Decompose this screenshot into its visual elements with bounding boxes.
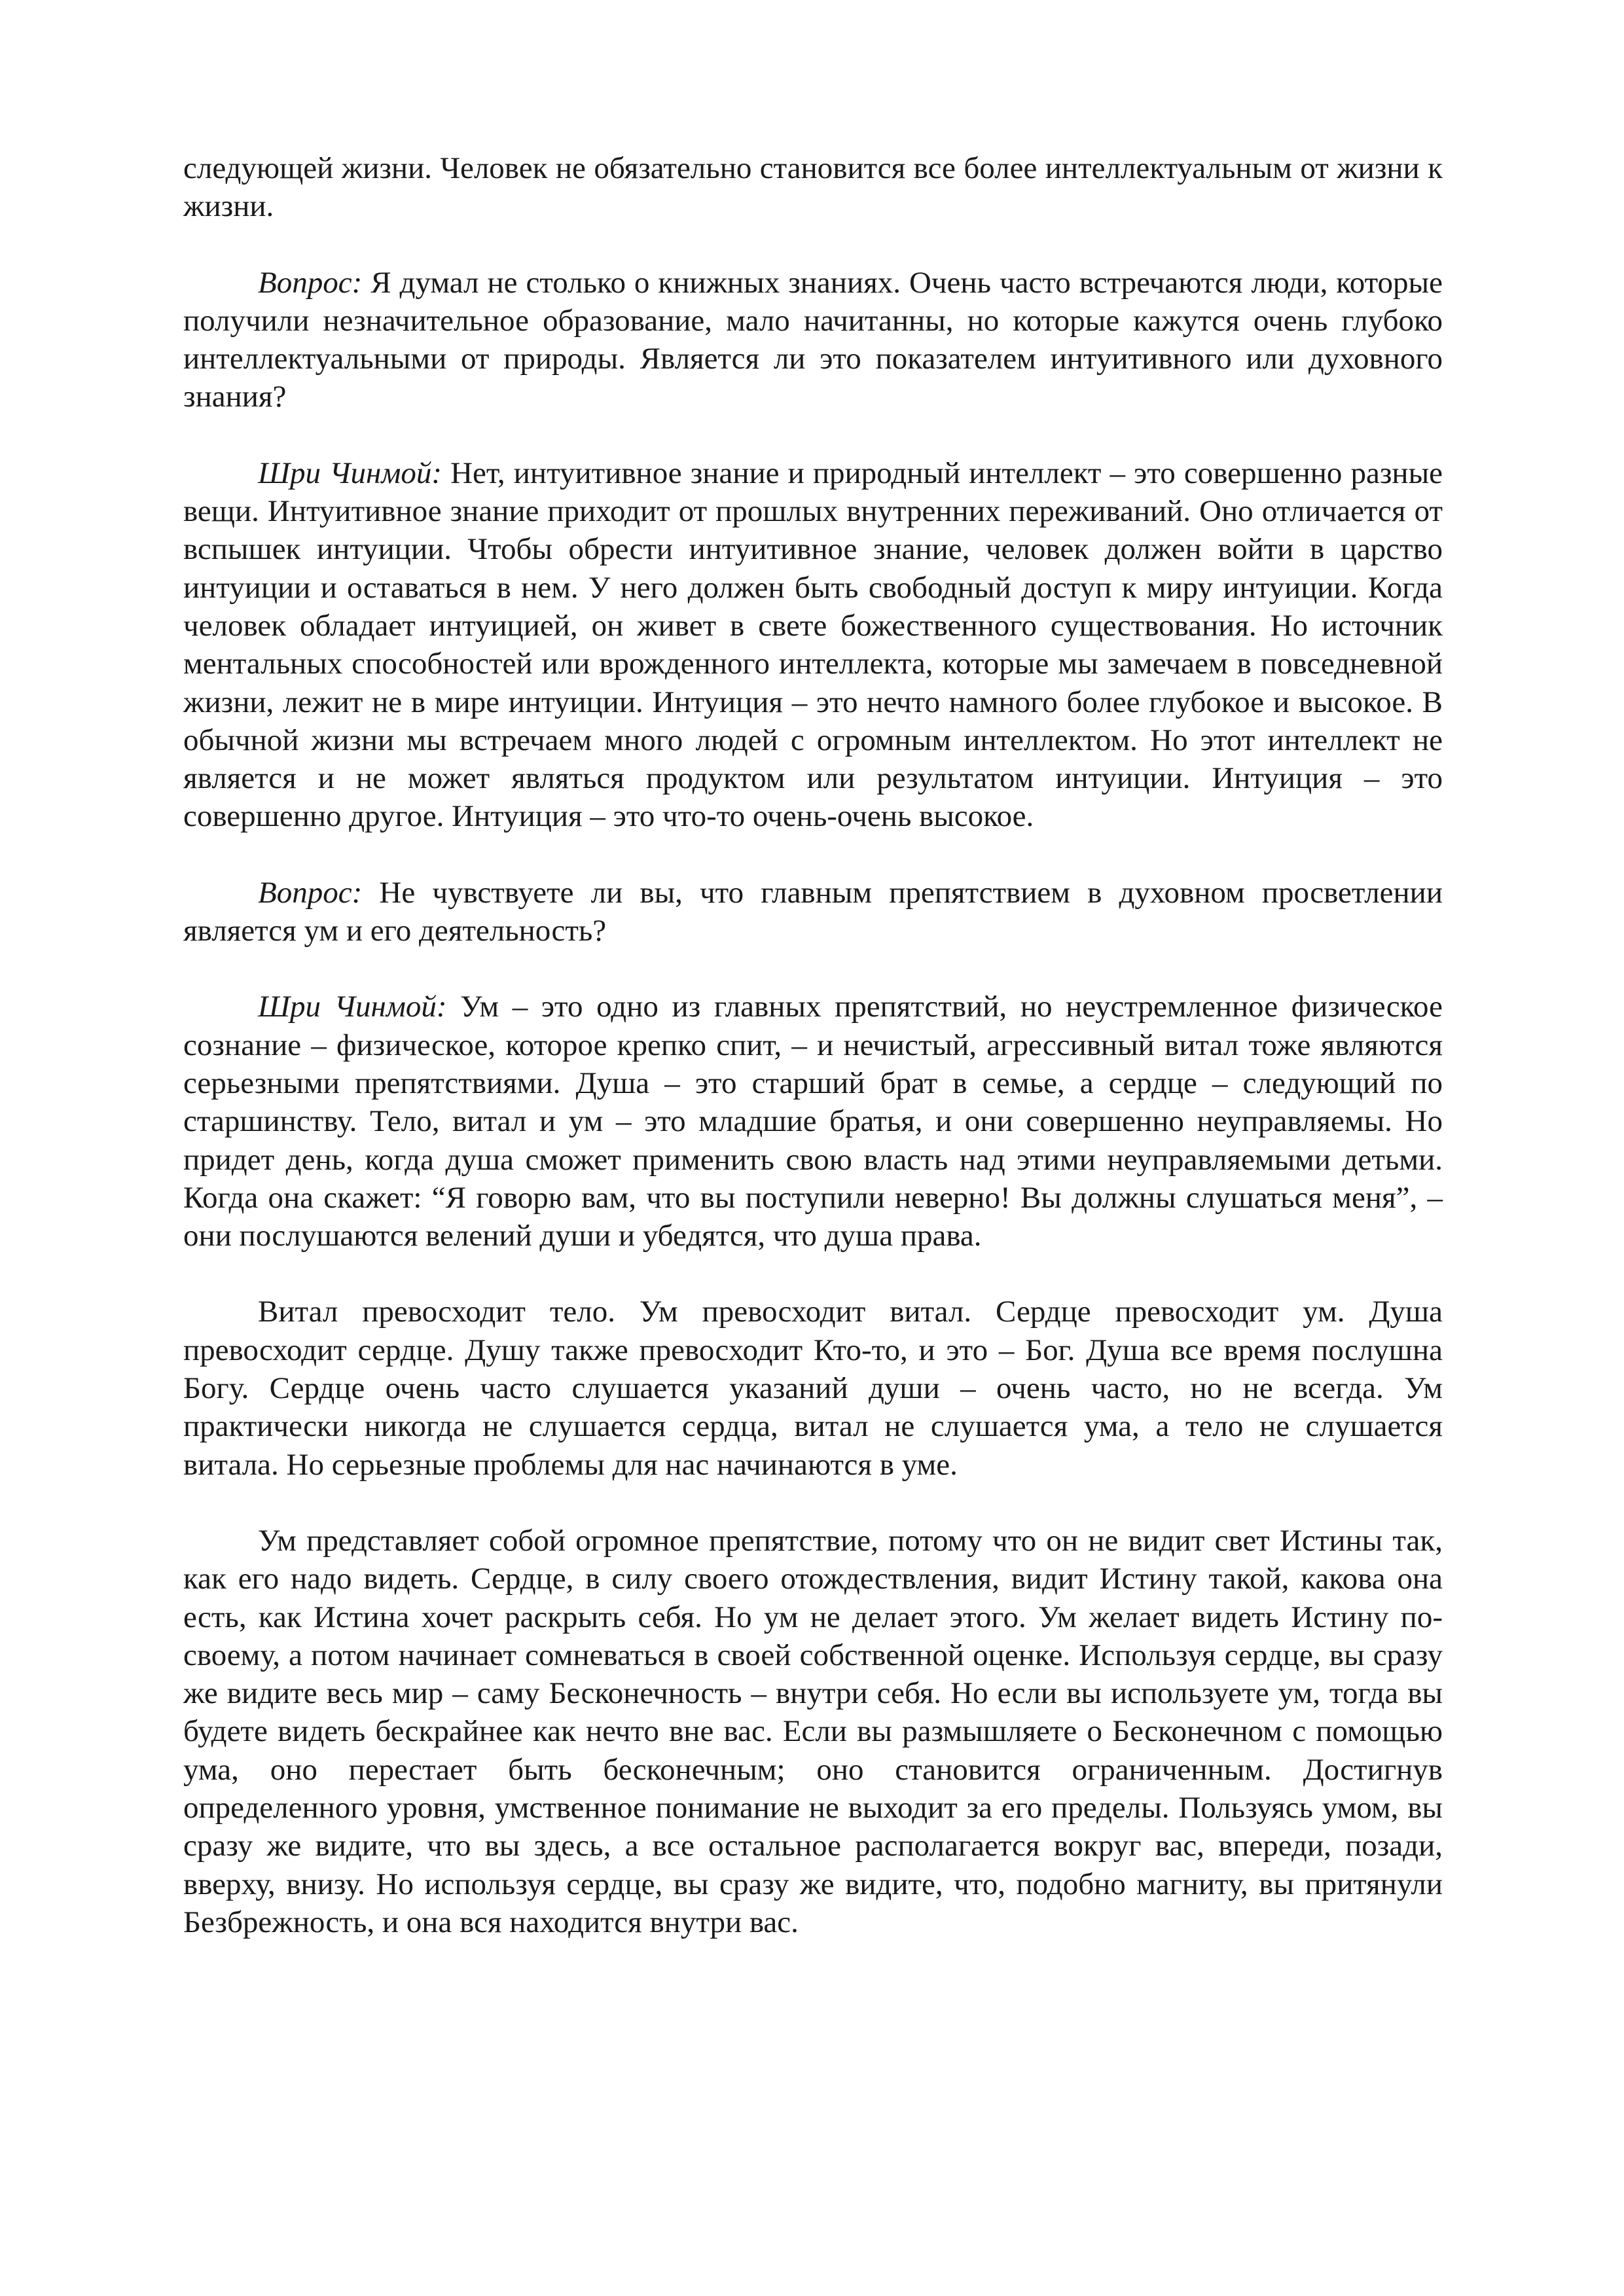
paragraph-question <box>183 264 1443 416</box>
paragraph-text: Я думал не столько о книжных знаниях. Очень часто встречаются люди, которые получили незначительное образование, мало начитанны, но которые кажутся очень глубоко интеллектуальными от природы. Является ли это показателем интуитивного или духовного знания? <box>183 265 1443 414</box>
paragraph-text: Ум – это одно из главных препятствий, но неустремленное физическое сознание – физическое, которое крепко спит, – и нечистый, агрессивный витал тоже являются серьезными препятствиями. Душа – это старший брат в семье, а сердце – следующий по старшинству. Тело, витал и ум – это младшие братья, и они совершенно неуправляемы. Но придет день, когда душа сможет применить свою власть над этими неуправляемыми детьми. Когда она скажет: “Я говорю вам, что вы поступили неверно! Вы должны слушаться меня”, – они послушаются велений души и убедятся, что душа права. <box>183 990 1443 1253</box>
paragraph-answer <box>183 454 1443 836</box>
speaker-label: Шри Чинмой: <box>258 456 442 490</box>
paragraph-answer <box>183 988 1443 1255</box>
speaker-label: Вопрос: <box>258 265 363 300</box>
paragraph-text: Не чувствуете ли вы, что главным препятствием в духовном просветлении является ум и его деятельность? <box>183 875 1443 948</box>
paragraph-text: Витал превосходит тело. Ум превосходит витал. Сердце превосходит ум. Душа превосходит сердце. Душу также превосходит Кто-то, и это – Бог. Душа все время послушна Богу. Сердце очень часто слушается указаний души – очень часто, но не всегда. Ум практически никогда не слушается сердца, витал не слушается ума, а тело не слушается витала. Но серьезные проблемы для нас начинаются в уме. <box>183 1295 1443 1482</box>
paragraph-continuation <box>183 149 1443 226</box>
paragraph-text: Нет, интуитивное знание и природный интеллект – это совершенно разные вещи. Интуитивное знание приходит от прошлых внутренних переживаний. Оно отличается от вспышек интуиции. Чтобы обрести интуитивное знание, человек должен войти в царство интуиции и оставаться в нем. У него должен быть свободный доступ к миру интуиции. Когда человек обладает интуицией, он живет в свете божественного существования. Но источник ментальных способностей или врожденного интеллекта, которые мы замечаем в повседневной жизни, лежит не в мире интуиции. Интуиция – это нечто намного более глубокое и высокое. В обычной жизни мы встречаем много людей с огромным интеллектом. Но этот интеллект не является и не может являться продуктом или результатом интуиции. Интуиция – это совершенно другое. Интуиция – это что-то очень-очень высокое. <box>183 456 1443 834</box>
paragraph-text: следующей жизни. Человек не обязательно становится все более интеллектуальным от жизни к жизни. <box>183 151 1443 224</box>
paragraph-question <box>183 874 1443 950</box>
speaker-label: Вопрос: <box>258 875 363 910</box>
paragraph-text: Ум представляет собой огромное препятствие, потому что он не видит свет Истины так, как его надо видеть. Сердце, в силу своего отождествления, видит Истину такой, какова она есть, как Истина хочет раскрыть себя. Но ум не делает этого. Ум желает видеть Истину по-своему, а потом начинает сомневаться в своей собственной оценке. Используя сердце, вы сразу же видите весь мир – саму Бесконечность – внутри себя. Но если вы используете ум, тогда вы будете видеть бескрайнее как нечто вне вас. Если вы размышляете о Бесконечном с помощью ума, оно перестает быть бесконечным; оно становится ограниченным. Достигнув определенного уровня, умственное понимание не выходит за его пределы. Пользуясь умом, вы сразу же видите, что вы здесь, а все остальное располагается вокруг вас, впереди, позади, вверху, внизу. Но используя сердце, вы сразу же видите, что, подобно магниту, вы притянули Безбрежность, и она вся находится внутри вас. <box>183 1523 1443 1939</box>
paragraph-body <box>183 1522 1443 1941</box>
speaker-label: Шри Чинмой: <box>258 990 447 1024</box>
document-page <box>183 149 1443 1979</box>
paragraph-body <box>183 1293 1443 1483</box>
